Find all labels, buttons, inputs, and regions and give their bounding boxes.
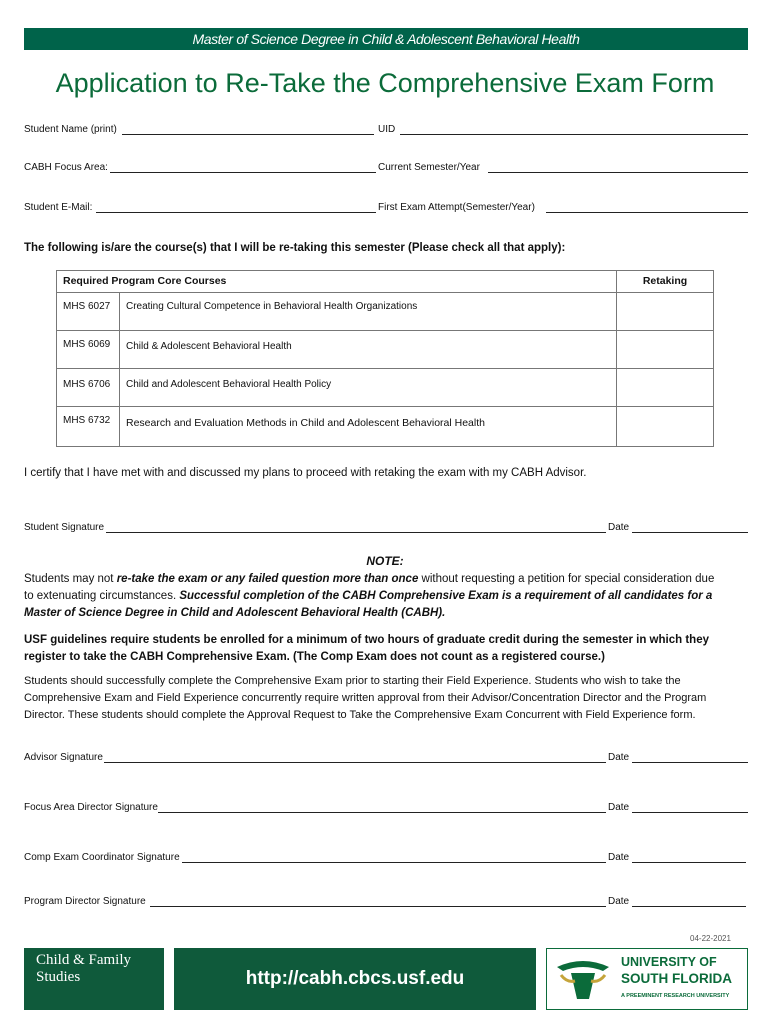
student-name-label: Student Name (print)	[24, 124, 117, 135]
student-date-field[interactable]	[632, 532, 748, 533]
focus-director-signature-field[interactable]	[158, 812, 606, 813]
advisor-date-label: Date	[608, 752, 630, 763]
header-core-courses: Required Program Core Courses	[57, 271, 617, 293]
student-signature-label: Student Signature	[24, 522, 105, 533]
coordinator-date-field[interactable]	[632, 862, 746, 863]
retaking-checkbox[interactable]	[617, 331, 714, 369]
note-paragraph-2: USF guidelines require students be enrolled for a minimum of two hours of graduate credit during the semester in which they register to take the CABH Comprehensive Exam. (The Comp Exam does not count as a registered course.)	[24, 634, 709, 663]
usf-name-line-1: UNIVERSITY OF	[621, 955, 717, 969]
note-heading: NOTE:	[366, 554, 404, 568]
focus-area-field[interactable]	[110, 172, 376, 173]
focus-director-date-label: Date	[608, 802, 630, 813]
coordinator-signature-label: Comp Exam Coordinator Signature	[24, 852, 180, 863]
student-date-label: Date	[608, 522, 630, 533]
uid-field[interactable]	[400, 134, 748, 135]
course-name: Child and Adolescent Behavioral Health Policy	[120, 369, 617, 407]
usf-tagline: A PREEMINENT RESEARCH UNIVERSITY	[621, 993, 730, 999]
uid-label: UID	[378, 124, 396, 135]
revision-date: 04-22-2021	[690, 934, 731, 943]
note-paragraph-3: Students should successfully complete the Comprehensive Exam prior to starting their Field Experience. Students who wish to take the Comprehensive Exam and Field Experience concurrently require written approval from their Advisor/Concentration Director and the Program Director. These students should complete the Approval Request to Take the Comprehensive Exam Concurrent with Field Experience form.	[24, 675, 707, 721]
program-director-signature-field[interactable]	[150, 906, 606, 907]
course-code: MHS 6706	[57, 369, 120, 407]
coordinator-signature-field[interactable]	[182, 862, 606, 863]
usf-name-line-2: SOUTH FLORIDA	[621, 971, 732, 986]
table-row	[57, 407, 714, 447]
first-attempt-label: First Exam Attempt(Semester/Year)	[378, 202, 535, 213]
program-director-signature-label: Program Director Signature	[24, 896, 146, 907]
student-name-field[interactable]	[122, 134, 374, 135]
current-semester-field[interactable]	[488, 172, 748, 173]
header-retaking: Retaking	[617, 271, 714, 293]
cfs-logo-text: Child & Family Studies	[36, 952, 132, 985]
page-title: Application to Re-Take the Comprehensive Exam Form	[55, 68, 715, 98]
table-row	[57, 369, 714, 407]
retaking-checkbox[interactable]	[617, 407, 714, 447]
table-row	[57, 331, 714, 369]
course-name: Research and Evaluation Methods in Child and Adolescent Behavioral Health	[120, 407, 617, 447]
note-p1-b: re-take the exam or any failed question more than once	[116, 573, 419, 585]
program-banner: Master of Science Degree in Child & Adolescent Behavioral Health	[24, 28, 748, 50]
coordinator-date-label: Date	[608, 852, 630, 863]
note-p1-c: without requesting a petition for special consideration due to extenuating circumstances.	[24, 573, 715, 602]
program-director-date-field[interactable]	[632, 906, 746, 907]
email-label: Student E-Mail:	[24, 202, 93, 213]
first-attempt-field[interactable]	[546, 212, 748, 213]
focus-director-signature-label: Focus Area Director Signature	[24, 802, 158, 813]
program-url-link[interactable]: http://cabh.cbcs.usf.edu	[174, 948, 536, 1010]
advisor-signature-field[interactable]	[104, 762, 606, 763]
focus-area-label: CABH Focus Area:	[24, 162, 108, 173]
retaking-checkbox[interactable]	[617, 293, 714, 331]
child-family-studies-logo	[24, 948, 164, 1010]
courses-table	[56, 270, 714, 447]
focus-director-date-field[interactable]	[632, 812, 748, 813]
note-p1-d: Successful completion of the CABH Comprehensive Exam is a requirement of all candidates for a Master of Science Degree in Child and Adolescent Behavioral Health (CABH).	[24, 590, 713, 619]
retaking-checkbox[interactable]	[617, 369, 714, 407]
note-paragraph-1	[24, 571, 724, 622]
email-field[interactable]	[96, 212, 376, 213]
advisor-signature-label: Advisor Signature	[24, 752, 103, 763]
certify-statement: I certify that I have met with and discussed my plans to proceed with retaking the exam with my CABH Advisor.	[24, 467, 587, 479]
advisor-date-field[interactable]	[632, 762, 748, 763]
note-p1-a: Students may not	[24, 573, 117, 585]
student-signature-field[interactable]	[106, 532, 606, 533]
course-code: MHS 6069	[57, 331, 120, 369]
course-code: MHS 6027	[57, 293, 120, 331]
bull-horns-icon	[553, 953, 613, 1005]
usf-logo	[546, 948, 748, 1010]
courses-intro: The following is/are the course(s) that I will be re-taking this semester (Please check all that apply):	[24, 242, 566, 254]
course-name: Child & Adolescent Behavioral Health	[120, 331, 617, 369]
table-row	[57, 293, 714, 331]
program-director-date-label: Date	[608, 896, 630, 907]
course-code: MHS 6732	[57, 407, 120, 447]
course-name: Creating Cultural Competence in Behavioral Health Organizations	[120, 293, 617, 331]
current-semester-label: Current Semester/Year	[378, 162, 480, 173]
